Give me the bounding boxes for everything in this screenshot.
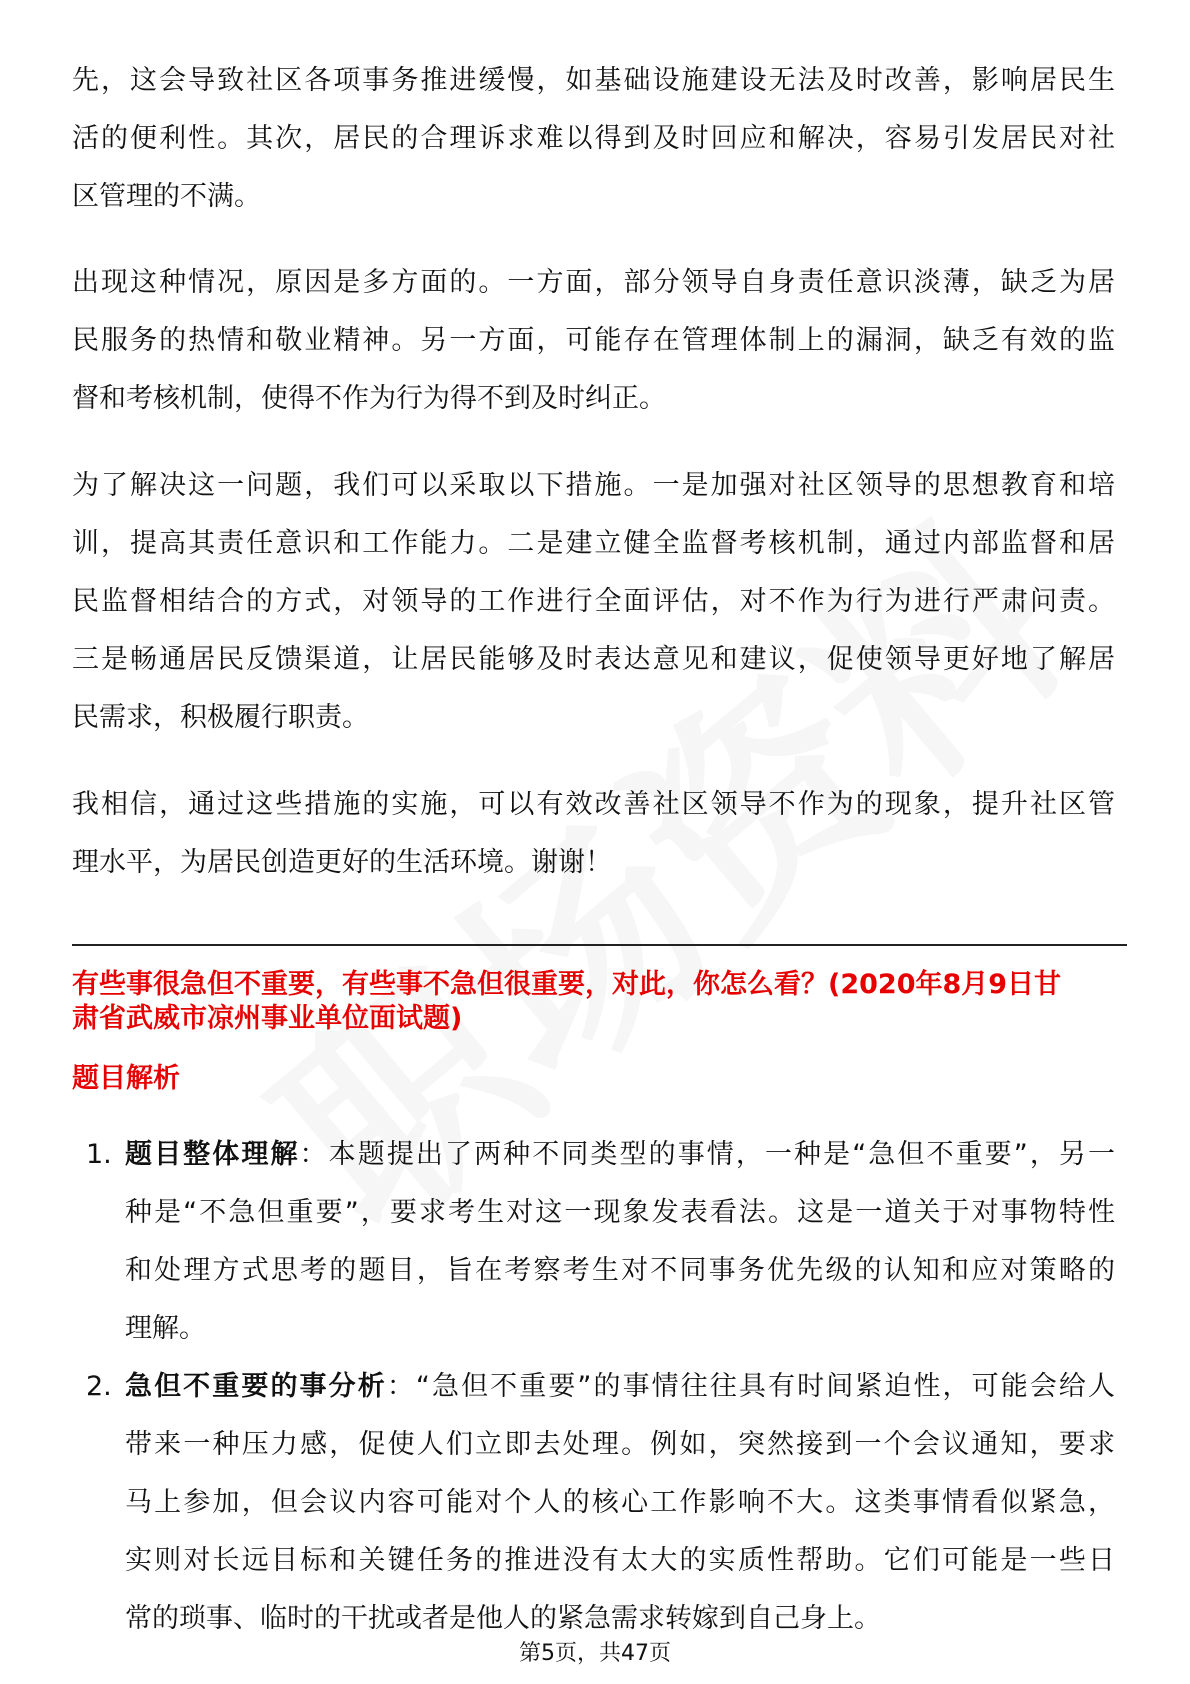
list-item-line: 马上参加，但会议内容可能对个人的核心工作影响不大。这类事情看似紧急， bbox=[125, 1487, 1115, 1518]
question-title: 肃省武威市凉州事业单位面试题) bbox=[72, 1003, 463, 1034]
list-number: 2. bbox=[86, 1371, 112, 1402]
text-line: 民监督相结合的方式，对领导的工作进行全面评估，对不作为行为进行严肃问责。 bbox=[72, 586, 1115, 617]
text-line: 区管理的不满。 bbox=[72, 181, 261, 212]
page-number: 第5页，共47页 bbox=[519, 1641, 671, 1666]
section-title: 题目解析 bbox=[72, 1063, 180, 1094]
text-line: 三是畅通居民反馈渠道，让居民能够及时表达意见和建议，促使领导更好地了解居 bbox=[72, 644, 1115, 675]
text-line: 为了解决这一问题，我们可以采取以下措施。一是加强对社区领导的思想教育和培 bbox=[72, 470, 1115, 501]
list-item-line: 理解。 bbox=[125, 1313, 206, 1344]
list-item-line bbox=[125, 1138, 1115, 1172]
list-item-heading: 题目整体理解 bbox=[125, 1139, 300, 1170]
question-title: 有些事很急但不重要，有些事不急但很重要，对此，你怎么看？(2020年8月9日甘 bbox=[72, 969, 1062, 1000]
list-item-text: ：本题提出了两种不同类型的事情，一种是“急但不重要”，另一 bbox=[299, 1139, 1116, 1170]
list-item-line bbox=[125, 1370, 1115, 1404]
text-line: 先，这会导致社区各项事务推进缓慢，如基础设施建设无法及时改善，影响居民生 bbox=[72, 65, 1115, 96]
text-line: 训，提高其责任意识和工作能力。二是建立健全监督考核机制，通过内部监督和居 bbox=[72, 528, 1115, 559]
list-item-line: 实则对长远目标和关键任务的推进没有太大的实质性帮助。它们可能是一些日 bbox=[125, 1545, 1115, 1576]
list-item-line: 常的琐事、临时的干扰或者是他人的紧急需求转嫁到自己身上。 bbox=[125, 1603, 881, 1634]
list-item-line: 带来一种压力感，促使人们立即去处理。例如，突然接到一个会议通知，要求 bbox=[125, 1429, 1115, 1460]
text-line: 督和考核机制，使得不作为行为得不到及时纠正。 bbox=[72, 383, 666, 414]
divider bbox=[72, 944, 1127, 946]
text-line: 我相信，通过这些措施的实施，可以有效改善社区领导不作为的现象，提升社区管 bbox=[72, 789, 1115, 820]
text-line: 民需求，积极履行职责。 bbox=[72, 702, 369, 733]
list-item-text: ：“急但不重要”的事情往往具有时间紧迫性，可能会给人 bbox=[386, 1371, 1116, 1402]
list-item-line: 种是“不急但重要”，要求考生对这一现象发表看法。这是一道关于对事物特性 bbox=[125, 1197, 1115, 1228]
text-line: 活的便利性。其次，居民的合理诉求难以得到及时回应和解决，容易引发居民对社 bbox=[72, 123, 1115, 154]
list-item-line: 和处理方式思考的题目，旨在考察考生对不同事务优先级的认知和应对策略的 bbox=[125, 1255, 1115, 1286]
text-line: 出现这种情况，原因是多方面的。一方面，部分领导自身责任意识淡薄，缺乏为居 bbox=[72, 267, 1115, 298]
list-item-heading: 急但不重要的事分析 bbox=[125, 1371, 387, 1402]
text-line: 理水平，为居民创造更好的生活环境。谢谢！ bbox=[72, 847, 612, 878]
list-number: 1. bbox=[86, 1139, 112, 1170]
text-line: 民服务的热情和敬业精神。另一方面，可能存在管理体制上的漏洞，缺乏有效的监 bbox=[72, 325, 1115, 356]
